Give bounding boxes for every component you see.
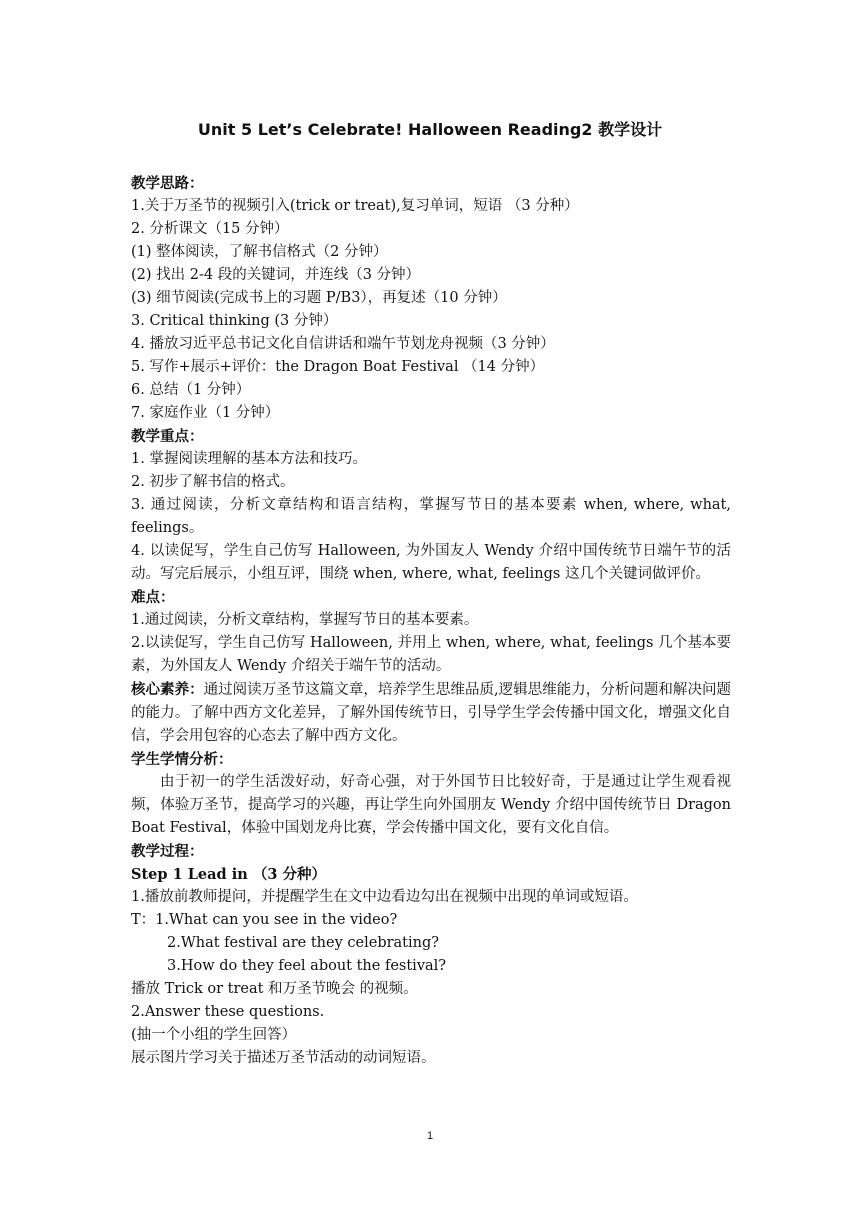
- text-paragraph: 3. 通过阅读，分析文章结构和语言结构，掌握写节日的基本要素 when, where, what, feelings。: [131, 497, 731, 536]
- document-body: [131, 172, 731, 1070]
- text-line: 1. 掌握阅读理解的基本方法和技巧。: [131, 451, 367, 467]
- core-literacy-paragraph: [131, 678, 731, 748]
- page-number: 1: [426, 1130, 434, 1142]
- document-title: Unit 5 Let’s Celebrate! Halloween Reading2 教学设计: [197, 120, 663, 139]
- text-line: (1) 整体阅读，了解书信格式（2 分钟）: [131, 244, 388, 260]
- text-line: 播放 Trick or treat 和万圣节晚会 的视频。: [131, 981, 418, 997]
- section-heading: 教学思路：: [131, 175, 204, 192]
- text-line: (3) 细节阅读(完成书上的习题 P/B3），再复述（10 分钟）: [131, 290, 507, 306]
- text-line: 6. 总结（1 分钟）: [131, 382, 251, 398]
- text-line: 4. 播放习近平总书记文化自信讲话和端午节划龙舟视频（3 分钟）: [131, 336, 555, 352]
- text-paragraph: 4. 以读促写，学生自己仿写 Halloween, 为外国友人 Wendy 介绍中国传统节日端午节的活动。写完后展示，小组互评，围绕 when, where, what, feelings 这几个关键词做评价。: [131, 543, 731, 582]
- core-literacy-label: 核心素养：: [131, 681, 204, 698]
- text-line: 5. 写作+展示+评价：the Dragon Boat Festival （14 分钟）: [131, 359, 545, 375]
- question-line: 2.What festival are they celebrating?: [167, 935, 440, 951]
- text-line: 7. 家庭作业（1 分钟）: [131, 405, 280, 421]
- text-line: (2) 找出 2-4 段的关键词，并连线（3 分钟）: [131, 267, 421, 283]
- question-line: T：1.What can you see in the video?: [131, 912, 398, 928]
- step-heading: Step 1 Lead in （3 分种）: [131, 866, 326, 883]
- text-line: 1.通过阅读，分析文章结构，掌握写节日的基本要素。: [131, 612, 479, 628]
- section-heading: 难点：: [131, 589, 175, 606]
- core-literacy-text: 通过阅读万圣节这篇文章，培养学生思维品质,逻辑思维能力，分析问题和解决问题的能力。了解中西方文化差异，了解外国传统节日，引导学生学会传播中国文化，增强文化自信，学会用包容的心态去了解中西方文化。: [131, 682, 731, 744]
- section-heading: 学生学情分析：: [131, 751, 233, 768]
- text-line: 3. Critical thinking (3 分钟）: [131, 313, 338, 329]
- text-line: 1.播放前教师提问，并提醒学生在文中边看边勾出在视频中出现的单词或短语。: [131, 889, 638, 905]
- text-line: 2. 初步了解书信的格式。: [131, 474, 295, 490]
- text-line: 2. 分析课文（15 分钟）: [131, 221, 289, 237]
- text-line: 展示图片学习关于描述万圣节活动的动词短语。: [131, 1050, 436, 1066]
- text-line: 2.Answer these questions.: [131, 1004, 325, 1020]
- text-paragraph: 2.以读促写，学生自己仿写 Halloween, 并用上 when, where, what, feelings 几个基本要素，为外国友人 Wendy 介绍关于端午节的活动。: [131, 635, 731, 674]
- text-paragraph: 由于初一的学生活泼好动，好奇心强，对于外国节日比较好奇，于是通过让学生观看视频，体验万圣节，提高学习的兴趣，再让学生向外国朋友 Wendy 介绍中国传统节日 Dragon Boat Festival，体验中国划龙舟比赛，学会传播中国文化，要有文化自信。: [131, 774, 731, 836]
- question-line: 3.How do they feel about the festival?: [167, 958, 447, 974]
- text-line: (抽一个小组的学生回答）: [131, 1027, 297, 1043]
- section-heading: 教学重点：: [131, 428, 204, 445]
- text-line: 1.关于万圣节的视频引入(trick or treat),复习单词，短语 （3 分种）: [131, 198, 579, 214]
- section-heading: 教学过程：: [131, 843, 204, 860]
